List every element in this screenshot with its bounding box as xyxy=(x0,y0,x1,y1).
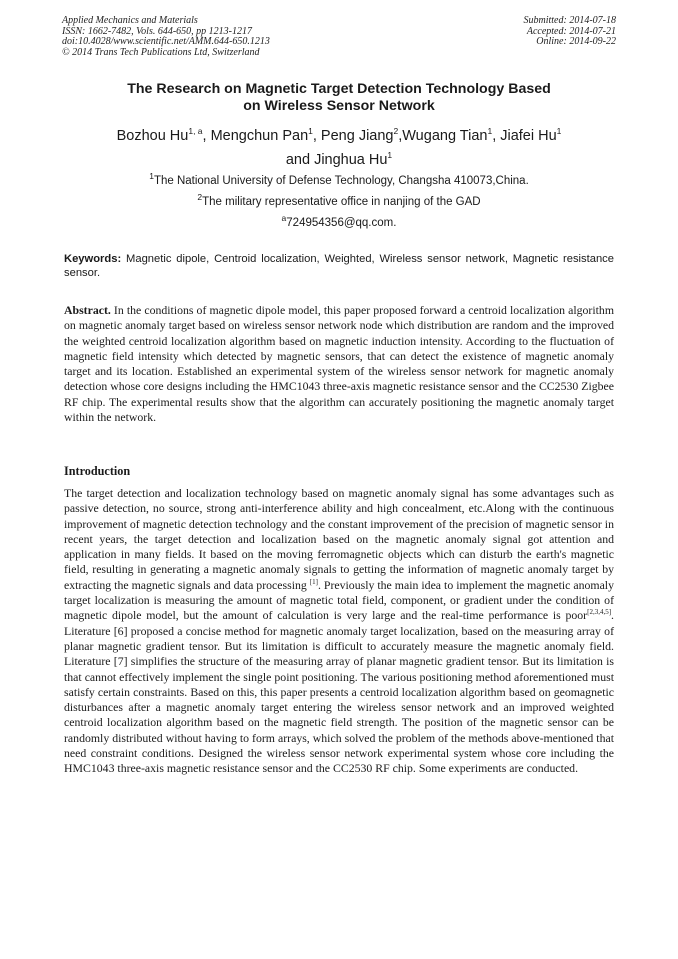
affiliation-sup: 1 xyxy=(149,171,154,182)
online-date: Online: 2014-09-22 xyxy=(536,36,616,48)
intro-text-3: . Literature [6] proposed a concise method for magnetic anomaly target localization, based on the measuring array of planar magnetic gradient tensor. But its limitation is difficult to accurately measure the magnetic anomaly field. Literature [7] simplifies the structure of the measuring array of planar magnetic gradient tensor. But its limitation is that cannot effectively implement the single point positioning. The various positioning method aforementioned must satisfy certain constraints. Based on this, this paper presents a centroid localization algorithm based on geomagnetic disturbances after a magnetic anomaly target entering the wireless sensor network and an improved weighted centroid localization algorithm based on the magnetic field strength. The position of the magnetic sensor can be randomly distributed without having to form arrays, which solved the problem of the methods above-mentioned that need constraint conditions. Designed the wireless sensor network experimental system whose core including the HMC1043 three-axis magnetic resistance sensor and the CC2530 RF chip. Some experiments are conducted. xyxy=(64,608,614,776)
keywords-label: Keywords: xyxy=(64,253,122,265)
dates-header xyxy=(416,16,616,48)
paper-title xyxy=(40,81,638,115)
abstract-label: Abstract. xyxy=(64,303,111,317)
author-affil-sup: 2 xyxy=(393,126,399,137)
author-email xyxy=(40,213,638,229)
copyright-line: © 2014 Trans Tech Publications Ltd, Switzerland xyxy=(62,46,260,58)
email-text[interactable]: 724954356@qq.com. xyxy=(286,217,397,229)
issn-line: ISSN: 1662-7482, Vols. 644-650, pp 1213-1217 xyxy=(62,25,252,37)
affiliation-2 xyxy=(40,192,638,208)
author-name: , Mengchun Pan xyxy=(202,128,309,144)
author-name: and Jinghua Hu xyxy=(285,152,388,168)
title-line-1: The Research on Magnetic Target Detection Technology Based xyxy=(127,81,551,97)
affiliation-sup: 2 xyxy=(197,192,203,203)
citation-ref-2-5[interactable]: [2,3,4,5] xyxy=(587,608,612,617)
submitted-date: Submitted: 2014-07-18 xyxy=(523,15,616,26)
authors-line-1 xyxy=(40,124,638,148)
accepted-date: Accepted: 2014-07-21 xyxy=(526,25,616,37)
affiliation-text: The National University of Defense Technology, Changsha 410073,China. xyxy=(153,175,529,187)
section-heading-introduction: Introduction xyxy=(64,464,131,478)
intro-text-1: The target detection and localization technology based on magnetic anomaly signal has some advantages such as passive detection, no source, strong anti-interference ability and high concealment, etc.Along with the continuous improvement of magnetic detection technology and the constant improvement of the precision of magnetic sensor in recent years, the target detection and localization based on the magnetic anomaly signal got attention and application in many fields. It based on the moving ferromagnetic objects which can disturb the earth's magnetic field, resulting in generating a magnetic anomaly signals to getting the information of magnetic anomaly target by extracting the magnetic signals and data processing xyxy=(64,486,614,592)
abstract-block xyxy=(64,303,614,425)
title-line-2: on Wireless Sensor Network xyxy=(243,98,435,114)
keywords-block xyxy=(64,252,614,280)
email-sup: a xyxy=(281,213,287,224)
author-affil-sup: 1 xyxy=(387,150,393,161)
affiliation-text: The military representative office in nanjing of the GAD xyxy=(202,196,481,208)
author-affil-sup: 1 xyxy=(556,126,562,137)
authors-line-2 xyxy=(40,148,638,172)
author-name: , Peng Jiang xyxy=(312,128,394,144)
author-list xyxy=(40,124,638,172)
author-name: ,Wugang Tian xyxy=(398,128,488,144)
journal-header xyxy=(62,16,422,58)
author-affil-sup: 1, a xyxy=(188,126,203,137)
journal-name: Applied Mechanics and Materials xyxy=(62,15,198,26)
author-name: , Jiafei Hu xyxy=(492,128,557,144)
abstract-text: In the conditions of magnetic dipole model, this paper proposed forward a centroid localization algorithm on magnetic anomaly target based on wireless sensor network node which distribution are random and the improved the weighted centroid localization algorithm based on magnetic induction intensity. According to the fluctuation of magnetic field intensity which detected by magnetic sensors, that can detect the existence of magnetic anomaly target and its location. Established an experimental system of the wireless sensor network for magnetic anomaly detection whose core designs including the HMC1043 three-axis magnetic resistance sensor and the CC2530 Zigbee RF chip. The experimental results show that the algorithm can accurately positioning the magnetic anomaly target within the network. xyxy=(64,303,614,425)
author-name: Bozhou Hu xyxy=(116,128,189,144)
citation-ref-1[interactable]: [1] xyxy=(309,577,318,586)
author-affil-sup: 1 xyxy=(487,126,493,137)
doi-line[interactable]: doi:10.4028/www.scientific.net/AMM.644-650.1213 xyxy=(62,36,270,48)
affiliation-1 xyxy=(40,171,638,187)
author-affil-sup: 1 xyxy=(308,126,313,137)
intro-text-2: . Previously the main idea to implement the magnetic anomaly target localization is measuring the amount of magnetic total field, component, or gradient under the condition of magnetic dipole model, but the amount of calculation is very large and the real-time performance is poor xyxy=(64,577,614,623)
keywords-text: Magnetic dipole, Centroid localization, Weighted, Wireless sensor network, Magnetic resistance sensor. xyxy=(64,253,614,279)
introduction-body xyxy=(64,486,614,777)
